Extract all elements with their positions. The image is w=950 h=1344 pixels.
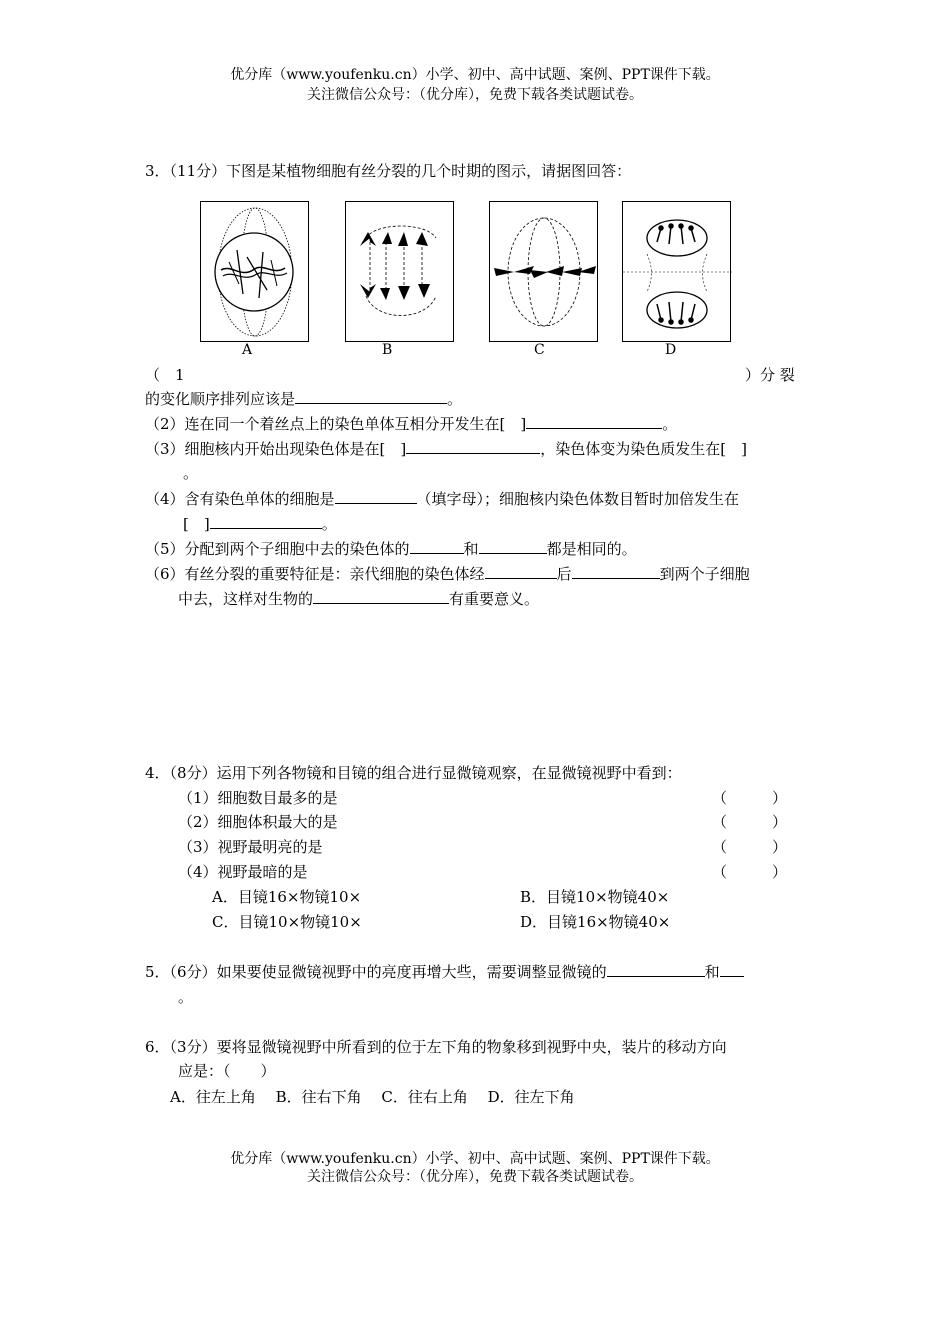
footer-line-2: 关注微信公众号：（优分库），免费下载各类试题试卷。 [307,1169,643,1185]
q3-p5c: 都是相同的。 [546,540,637,558]
q3-p4-blank-2[interactable] [210,514,322,529]
q4-option-a: A．目镜16×物镜10× [212,888,362,906]
q3-p1-end: 。 [447,390,463,408]
q3-p4-line2 [183,513,337,534]
q5-text: 5．（6分）如果要使显微镜视野中的亮度再增大些，需要调整显微镜的 [145,963,607,981]
q4-answer-1[interactable]: （ ） [712,789,788,807]
q4-option-c: C．目镜10×物镜10× [212,913,362,931]
q4-item-2: （2）细胞体积最大的是 [178,813,338,831]
q3-p6-blank-3[interactable] [313,589,449,604]
q3-p6-line [145,563,750,584]
q3-p6c: 到两个子细胞 [659,565,750,583]
figure-label-b: B [382,342,393,358]
q4-item-1: （1）细胞数目最多的是 [178,789,338,807]
q3-p6-line2 [178,588,539,609]
q3-p2-blank[interactable] [526,414,662,429]
q3-p6-blank-2[interactable] [572,564,660,579]
q3-p1-blank[interactable] [295,389,447,404]
figure-d [622,201,731,342]
q3-p3b: ，染色体变为染色质发生在[ ] [540,440,747,458]
q3-p4c: [ ] [183,515,210,533]
header-line-1: 优分库（www.youfenku.cn）小学、初中、高中试题、案例、PPT课件下载。 [230,67,720,83]
figure-label-a: A [242,342,253,358]
q3-stem: 3．（11分）下图是某植物细胞有丝分裂的几个时期的图示，请据图回答： [145,162,632,180]
q5-blank-1[interactable] [607,962,705,977]
q3-p2-end: 。 [662,415,678,433]
q4-answer-3[interactable]: （ ） [712,838,788,856]
q3-p3-blank[interactable] [406,439,540,454]
figure-a [200,201,309,342]
q4-option-b: B．目镜10×物镜40× [520,888,670,906]
figure-b [345,201,454,342]
q3-p4a: （4）含有染色单体的细胞是 [145,490,335,508]
q5-end: 。 [178,988,194,1006]
q3-p1-right: ）分 裂 [745,366,795,384]
q3-p5-blank-1[interactable] [410,539,464,554]
q6-options: A．往左上角 B．往右下角 C．往右上角 D．往左下角 [170,1088,575,1106]
q4-answer-4[interactable]: （ ） [712,863,788,881]
q3-p1-cont: 的变化顺序排列应该是 [145,390,296,408]
q4-item-3: （3）视野最明亮的是 [178,838,323,856]
q4-option-d: D．目镜16×物镜40× [520,913,671,931]
q4-item-4: （4）视野最暗的是 [178,863,308,881]
q4-answer-2[interactable]: （ ） [712,813,788,831]
q3-p5b: 和 [463,540,479,558]
footer-line-1: 优分库（www.youfenku.cn）小学、初中、高中试题、案例、PPT课件下载。 [230,1151,720,1167]
q5-blank-2[interactable] [720,962,744,977]
q3-p6e: 有重要意义。 [449,590,540,608]
q3-p4b: （填字母）；细胞核内染色体数目暂时加倍发生在 [416,490,740,508]
q3-p3-end: 。 [183,464,199,482]
q3-p6d: 中去，这样对生物的 [178,590,314,608]
q3-p3-line [145,438,747,459]
q6-stem-2: 应是：（ ） [178,1062,276,1080]
q3-p4-line [145,488,739,509]
q3-p4-end: 。 [321,515,337,533]
q3-p5-line [145,538,637,559]
q3-p1-open: （ 1 [145,366,185,384]
q4-stem: 4．（8分）运用下列各物镜和目镜的组合进行显微镜观察，在显微镜视野中看到： [145,764,682,782]
q3-p4-blank-1[interactable] [335,489,417,504]
q5-line [145,961,744,982]
q3-p3a: （3）细胞核内开始出现染色体是在[ ] [145,440,407,458]
q3-p5-blank-2[interactable] [479,539,547,554]
figure-label-c: C [534,342,545,358]
header-line-2: 关注微信公众号：（优分库），免费下载各类试题试卷。 [307,87,643,103]
q3-p1-line [145,388,462,409]
q5-and: 和 [704,963,720,981]
figure-c [489,201,598,342]
q6-stem: 6．（3分）要将显微镜视野中所看到的位于左下角的物象移到视野中央，装片的移动方向 [145,1038,727,1056]
figure-label-d: D [665,342,677,358]
q3-p6-blank-1[interactable] [485,564,557,579]
q3-p2-line [145,413,677,434]
q3-p6b: 后 [556,565,572,583]
q3-p2-text: （2）连在同一个着丝点上的染色单体互相分开发生在[ ] [145,415,527,433]
q3-p6a: （6）有丝分裂的重要特征是：亲代细胞的染色体经 [145,565,485,583]
q3-p5a: （5）分配到两个子细胞中去的染色体的 [145,540,410,558]
